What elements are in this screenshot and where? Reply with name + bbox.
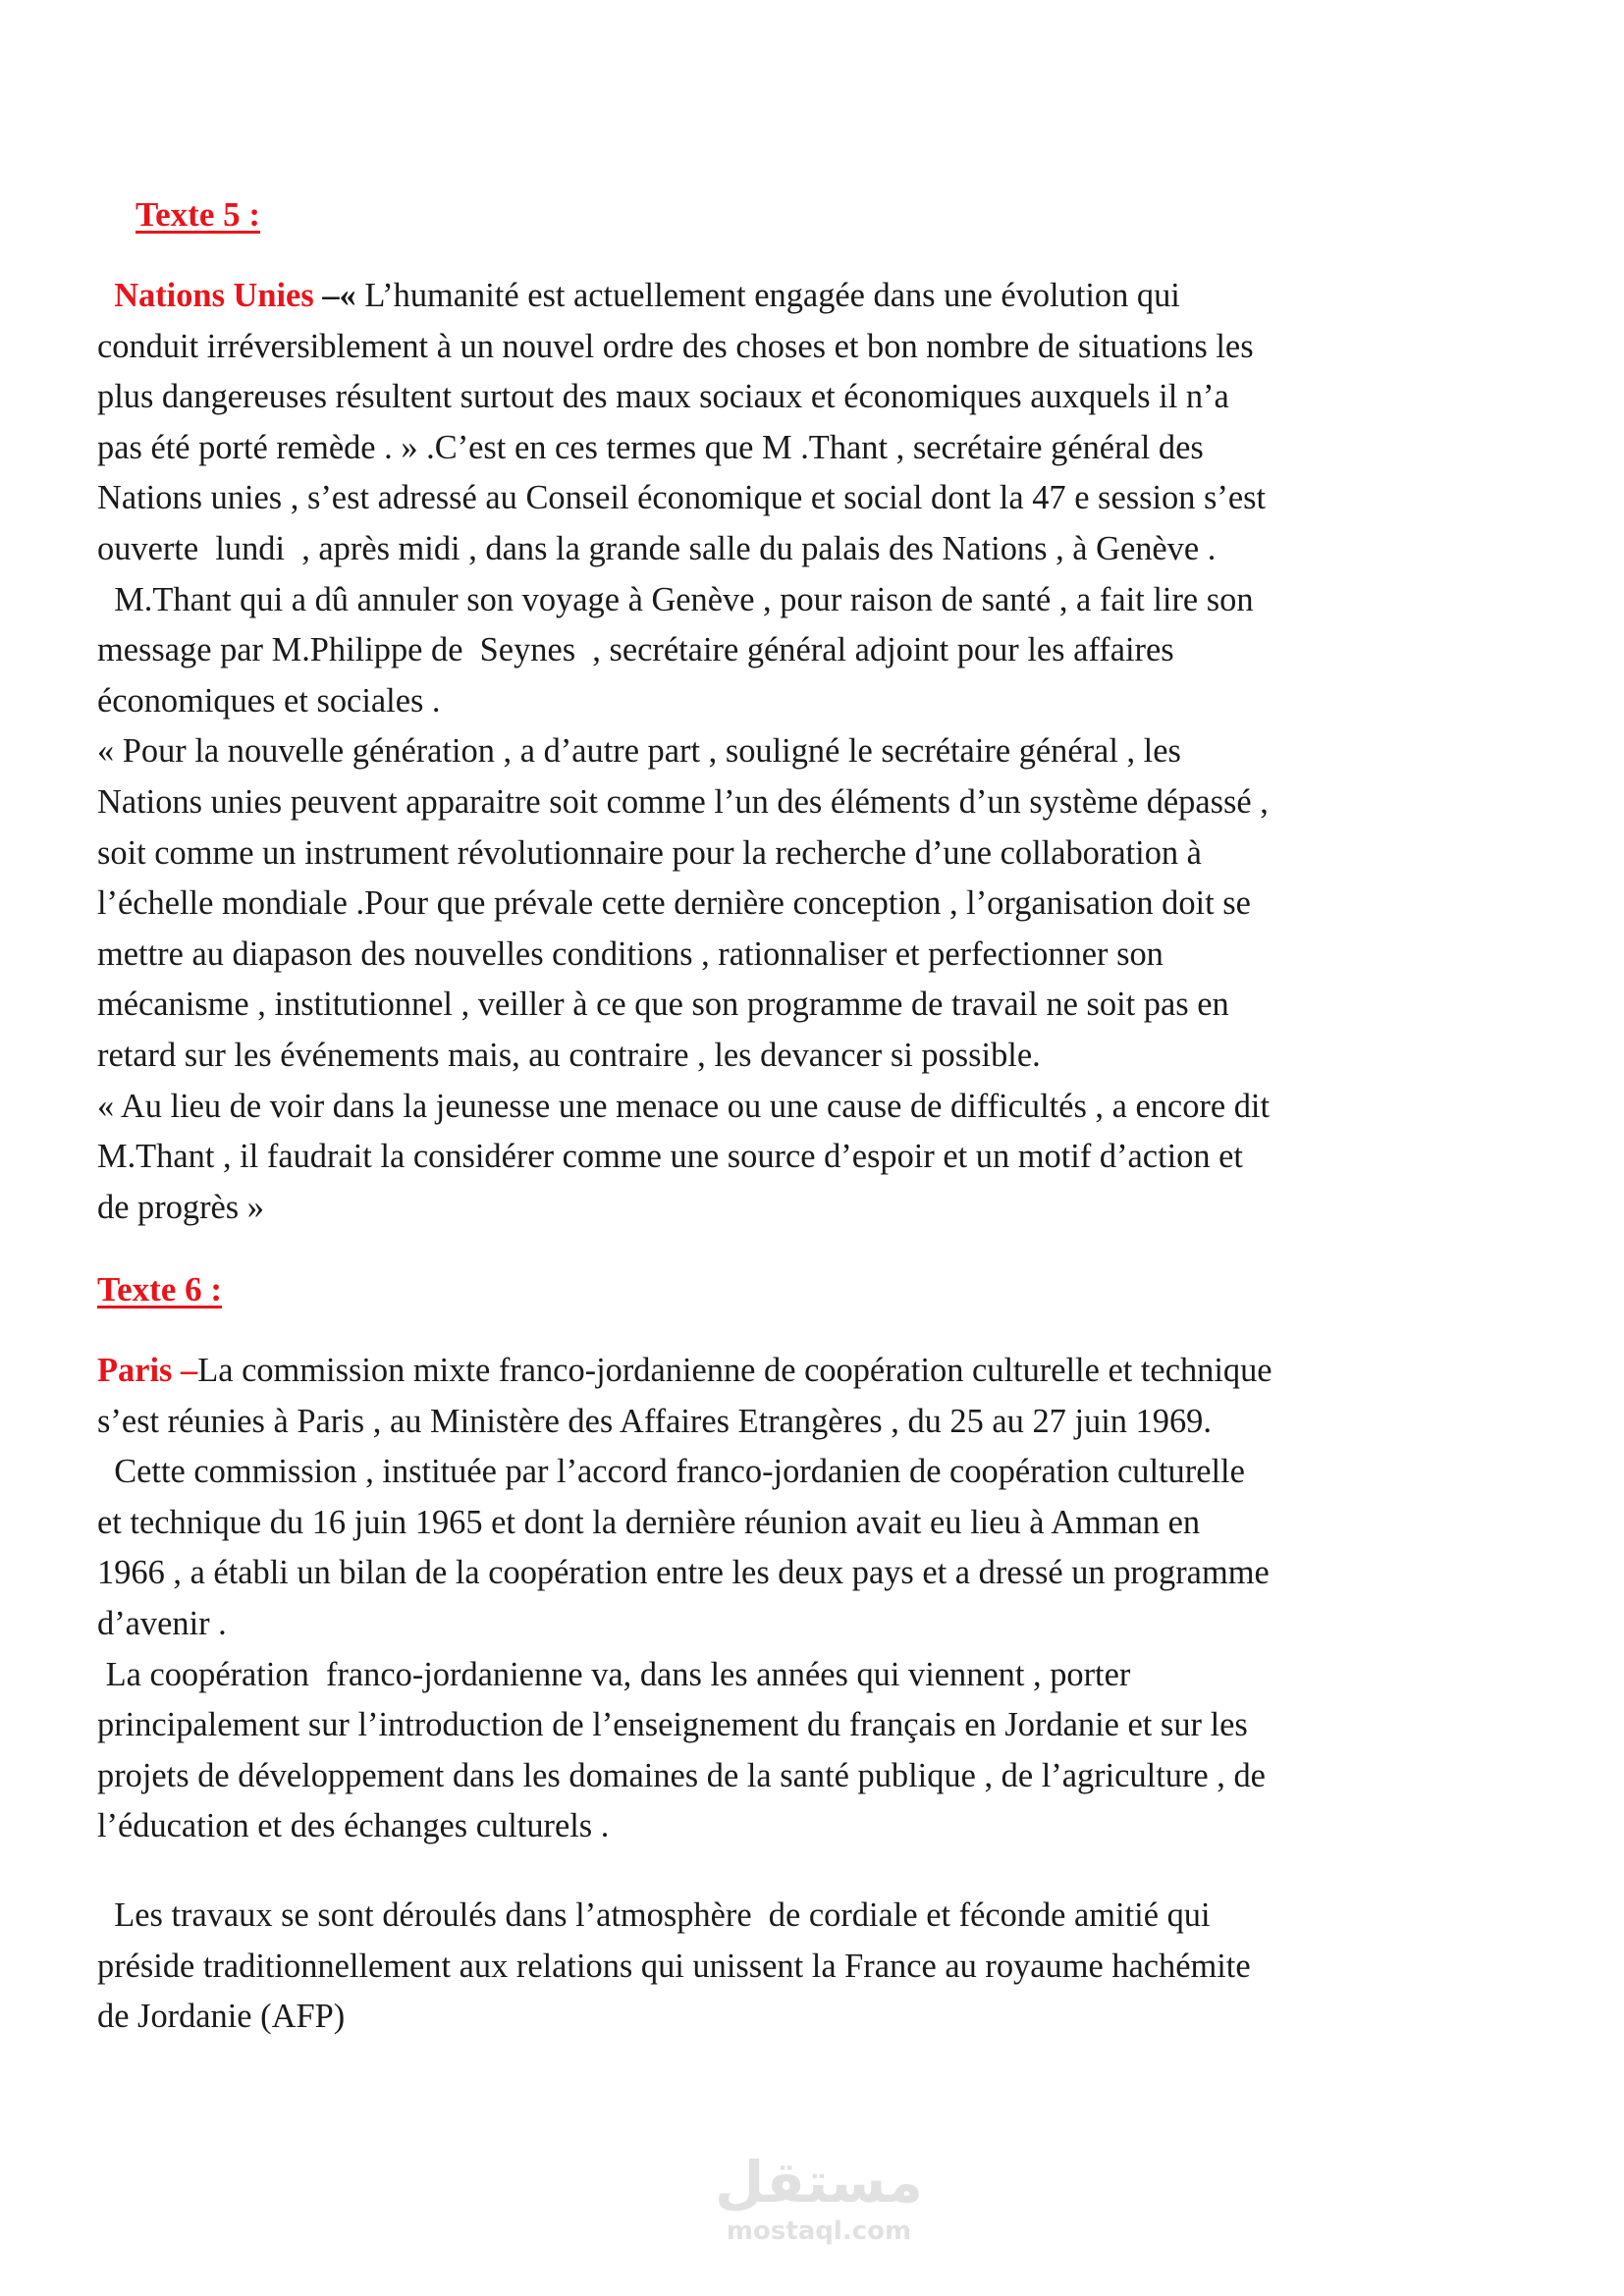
text5-line: « Pour la nouvelle génération , a d’autre part , souligné le secrétaire général , les	[97, 732, 1181, 771]
text6-body	[97, 1346, 1472, 1852]
text5-line: mécanisme , institutionnel , veiller à ce que son programme de travail ne soit pas en	[97, 986, 1229, 1024]
text6-line: Cette commission , instituée par l’accord franco-jordanien de coopération culturelle	[97, 1453, 1245, 1491]
text5-line: M.Thant , il faudrait la considérer comme une source d’espoir et un motif d’action et	[97, 1138, 1243, 1176]
text6-line: et technique du 16 juin 1965 et dont la dernière réunion avait eu lieu à Amman en	[97, 1503, 1201, 1541]
text6-dateline: Paris	[97, 1352, 173, 1389]
text6-closing-line: préside traditionnellement aux relations qui unissent la France au royaume hachémite	[97, 1947, 1251, 1985]
text5-line: « Au lieu de voir dans la jeunesse une menace ou une cause de difficultés , a encore dit	[97, 1087, 1271, 1125]
text6-heading: Texte 6 :	[97, 1270, 223, 1308]
text5-line: Nations unies peuvent apparaitre soit comme l’un des éléments d’un système dépassé ,	[97, 782, 1269, 821]
text5-dateline: Nations Unies	[114, 277, 314, 314]
text5-line: L’humanité est actuellement engagée dans une évolution qui	[355, 277, 1180, 314]
text6-line: d’avenir .	[97, 1604, 227, 1642]
text5-heading: Texte 5 :	[135, 195, 261, 234]
text6-closing-paragraph	[97, 1891, 1472, 2043]
text6-closing-line: de Jordanie (AFP)	[97, 1998, 346, 2036]
text5-line: ouverte lundi , après midi , dans la grande salle du palais des Nations , à Genève .	[97, 529, 1217, 567]
text5-open-quote: «	[339, 277, 356, 314]
text5-dash: –	[313, 277, 340, 314]
text5-line: pas été porté remède . » .C’est en ces termes que M .Thant , secrétaire général des	[97, 428, 1204, 466]
text5-line: M.Thant qui a dû annuler son voyage à Genève , pour raison de santé , a fait lire son	[97, 580, 1254, 618]
text5-line: l’échelle mondiale .Pour que prévale cette dernière conception , l’organisation doit se	[97, 884, 1251, 923]
text5-line: conduit irréversiblement à un nouvel ordre des choses et bon nombre de situations les	[97, 327, 1254, 365]
text5-line: plus dangereuses résultent surtout des maux sociaux et économiques auxquels il n’a	[97, 378, 1229, 416]
text6-line: 1966 , a établi un bilan de la coopération entre les deux pays et a dressé un programme	[97, 1554, 1270, 1592]
text6-line: La commission mixte franco-jordanienne de coopération culturelle et technique	[197, 1352, 1272, 1389]
text5-line: mettre au diapason des nouvelles conditions , rationnaliser et perfectionner son	[97, 934, 1164, 973]
text6-line: l’éducation et des échanges culturels .	[97, 1807, 610, 1845]
text5-line: soit comme un instrument révolutionnaire pour la recherche d’une collaboration à	[97, 833, 1202, 872]
text5-line: Nations unies , s’est adressé au Conseil économique et social dont la 47 e session s’est	[97, 479, 1267, 517]
text5-line: retard sur les événements mais, au contraire , les devancer si possible.	[97, 1036, 1041, 1074]
text5-body	[97, 271, 1472, 1233]
mostaql-watermark	[713, 2148, 925, 2256]
text6-first-line	[97, 1346, 1472, 1397]
text6-line: s’est réunies à Paris , au Ministère des Affaires Etrangères , du 25 au 27 juin 1969.	[97, 1402, 1212, 1440]
text6-dash: –	[172, 1352, 198, 1389]
text5-line: message par M.Philippe de Seynes , secrétaire général adjoint pour les affaires	[97, 631, 1174, 669]
text6-line: projets de développement dans les domaines de la santé publique , de l’agriculture , de	[97, 1756, 1266, 1794]
text6-line: principalement sur l’introduction de l’enseignement du français en Jordanie et sur les	[97, 1706, 1248, 1744]
text5-first-line	[97, 271, 1472, 322]
text5-line: de progrès »	[97, 1188, 264, 1226]
text6-line: La coopération franco-jordanienne va, dans les années qui viennent , porter	[97, 1655, 1131, 1693]
text6-closing-line: Les travaux se sont déroulés dans l’atmosphère de cordiale et féconde amitié qui	[97, 1896, 1211, 1934]
watermark-latin-text: mostaql.com	[726, 2216, 912, 2246]
watermark-arabic-logo: مستقل	[714, 2149, 924, 2216]
text5-line: économiques et sociales .	[97, 681, 441, 720]
